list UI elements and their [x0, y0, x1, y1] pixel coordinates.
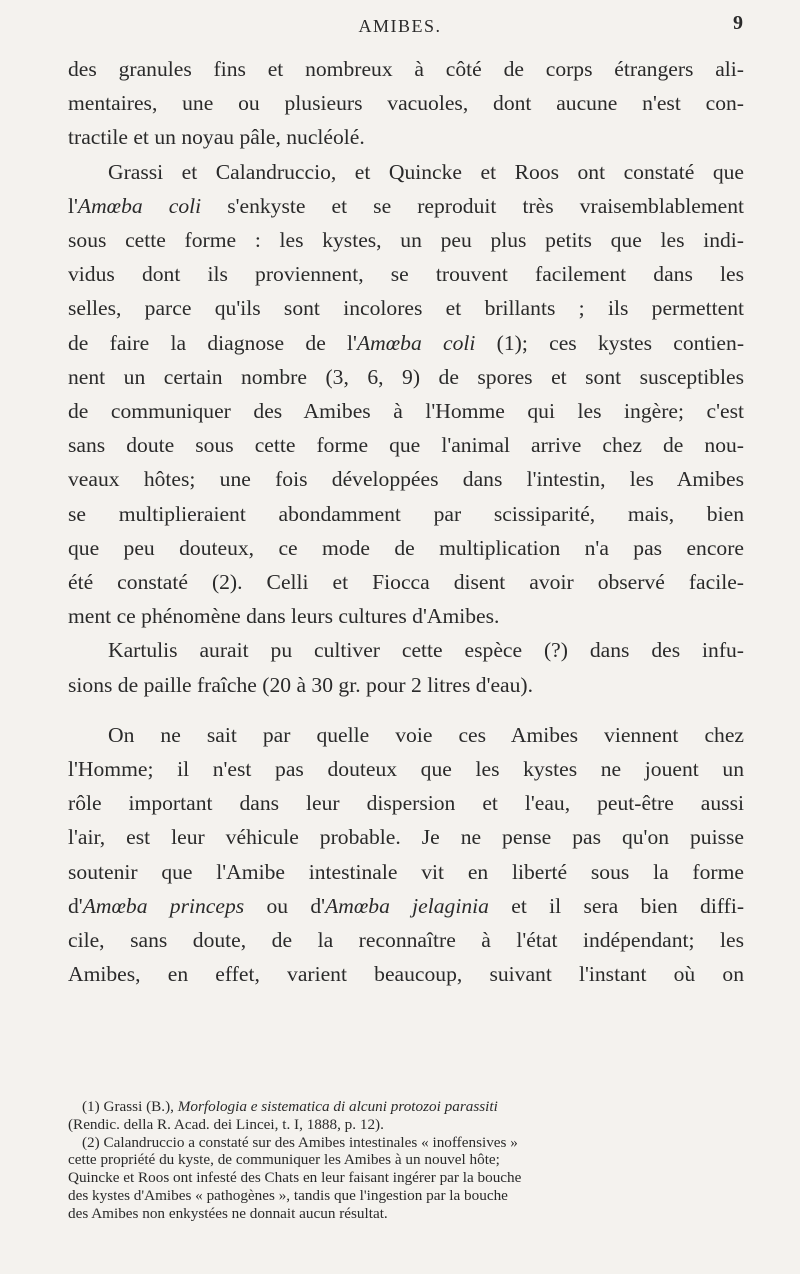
text-line: selles, parce qu'ils sont incolores et brillants ; ils permettent [68, 296, 744, 321]
text-line: se multiplieraient abondamment par scissiparité, mais, bien [68, 501, 744, 526]
text-line: l'air, est leur véhicule probable. Je ne pense pas qu'on puisse [68, 825, 744, 850]
text-line: On ne sait par quelle voie ces Amibes viennent chez [108, 722, 744, 747]
text-line: soutenir que l'Amibe intestinale vit en liberté sous la forme [68, 859, 744, 884]
text-line [68, 326, 744, 360]
paragraph-4 [68, 718, 744, 992]
text-line: vidus dont ils proviennent, se trouvent facilement dans les [68, 262, 744, 287]
text-line: ment ce phénomène dans leurs cultures d'Amibes. [68, 604, 500, 629]
species-name: Amœba coli [356, 330, 476, 355]
text-line: cile, sans doute, de la reconnaître à l'état indépendant; les [68, 928, 744, 953]
paragraph-3 [68, 633, 744, 701]
text-span: ou d' [244, 893, 326, 918]
text-line: Amibes, en effet, varient beaucoup, suivant l'instant où on [68, 962, 744, 987]
species-name: Amœba princeps [82, 893, 245, 918]
footnote-2-line: (2) Calandruccio a constaté sur des Amibes intestinales « inoffensives » [82, 1133, 518, 1151]
text-line: tractile et un noyau pâle, nucléolé. [68, 125, 365, 150]
text-line: veaux hôtes; une fois développées dans l'intestin, les Amibes [68, 467, 744, 492]
footnote-2-line: cette propriété du kyste, de communiquer les Amibes à un nouvel hôte; [68, 1151, 500, 1169]
text-line: de communiquer des Amibes à l'Homme qui les ingère; c'est [68, 399, 744, 424]
footnote-2-line: des kystes d'Amibes « pathogènes », tandis que l'ingestion par la bouche [68, 1186, 508, 1204]
footnote-1-line [68, 1098, 744, 1116]
species-name: Amœba jelaginia [325, 893, 489, 918]
text-line [68, 889, 744, 923]
species-name: Amœba coli [77, 193, 202, 218]
page-number: 9 [733, 12, 743, 34]
footnote-2-line: Quincke et Roos ont infesté des Chats en leur faisant ingérer par la bouche [68, 1169, 522, 1187]
footnote-1-line: (Rendic. della R. Acad. dei Lincei, t. I, 1888, p. 12). [68, 1115, 384, 1133]
text-span: (1) Grassi (B.), [82, 1098, 178, 1115]
text-line: sans doute sous cette forme que l'animal arrive chez de nou- [68, 433, 744, 458]
text-line: rôle important dans leur dispersion et l'eau, peut-être aussi [68, 791, 744, 816]
text-span: l' [68, 193, 78, 218]
running-title: AMIBES. [358, 16, 442, 36]
text-span: d' [68, 893, 83, 918]
text-line: sous cette forme : les kystes, un peu plus petits que les indi- [68, 228, 744, 253]
running-head [0, 12, 800, 42]
text-line: nent un certain nombre (3, 6, 9) de spores et sont susceptibles [68, 364, 744, 389]
footnotes [68, 1098, 744, 1223]
work-title: Morfologia e sistematica di alcuni protozoi parassiti [177, 1098, 498, 1115]
text-line: sions de paille fraîche (20 à 30 gr. pour 2 litres d'eau). [68, 672, 534, 697]
text-line [68, 189, 744, 223]
paragraph-2 [68, 155, 744, 634]
text-line: Kartulis aurait pu cultiver cette espèce (?) dans des infu- [108, 638, 744, 663]
text-line: l'Homme; il n'est pas douteux que les kystes ne jouent un [68, 757, 744, 782]
text-line: été constaté (2). Celli et Fiocca disent avoir observé facile- [68, 570, 744, 595]
paragraph-1 [68, 52, 744, 155]
footnote-2-line: des Amibes non enkystées ne donnait aucun résultat. [68, 1204, 388, 1222]
text-span: s'enkyste et se reproduit très vraisemblablement [201, 193, 744, 218]
text-span: (1); ces kystes contien- [475, 330, 745, 355]
text-line: mentaires, une ou plusieurs vacuoles, dont aucune n'est con- [68, 91, 744, 116]
body-text [68, 52, 744, 991]
text-span: et il sera bien diffi- [488, 893, 745, 918]
text-span: de faire la diagnose de l' [68, 330, 357, 355]
text-line: que peu douteux, ce mode de multiplication n'a pas encore [68, 535, 744, 560]
text-line: Grassi et Calandruccio, et Quincke et Roos ont constaté que [108, 159, 744, 184]
text-line: des granules fins et nombreux à côté de corps étrangers ali- [68, 57, 744, 81]
